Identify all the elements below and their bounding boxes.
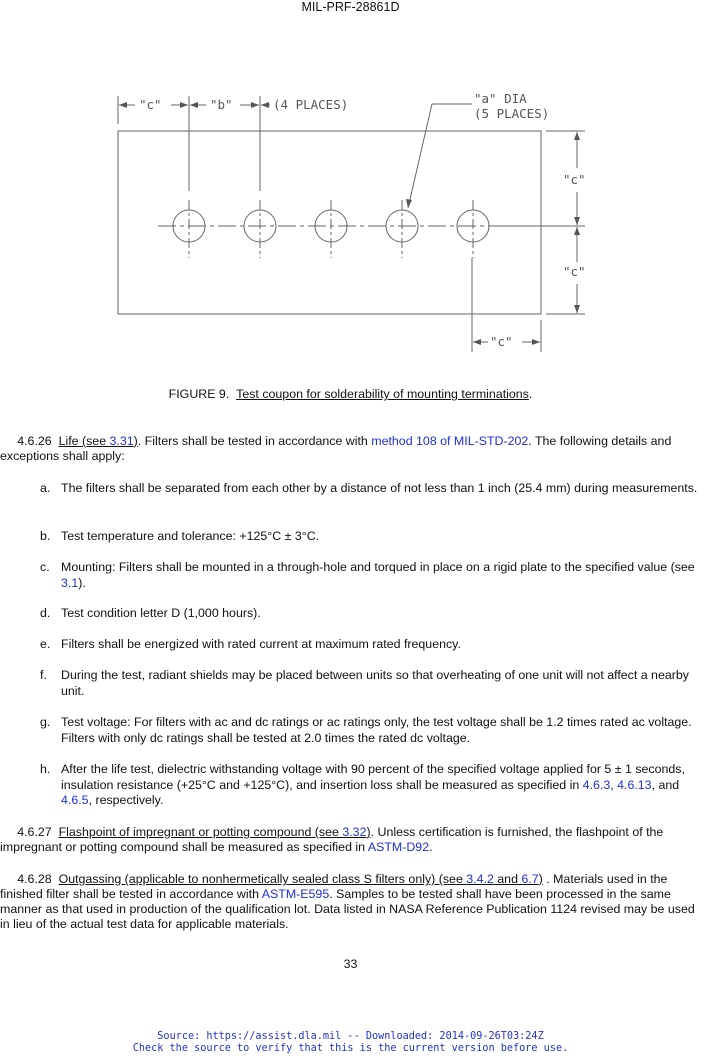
section-number: 4.6.26 [17, 434, 52, 448]
source-footer [0, 1031, 701, 1055]
caption-title: Test coupon for solderability of mounting terminations [236, 387, 529, 401]
section-title: Life (see 3.31) [58, 434, 138, 448]
dim-label-4-places: (4 PLACES) [273, 97, 349, 112]
list-item-h: h. After the life test, dielectric withstanding voltage with 90 percent of the specified voltage applied for 5 ± 1 seconds, insulation resistance (+25°C and +125°C), and insertion loss shall be measured as specified in 4.6.3, 4.6.13, and 4.6.5, respectively. [40, 762, 685, 807]
section-title: Flashpoint of impregnant or potting compound (see 3.32) [58, 825, 371, 839]
link-astm-e595[interactable]: ASTM-E595 [261, 887, 330, 901]
link-4-6-13[interactable]: 4.6.13 [617, 777, 652, 792]
list-item-b: b. Test temperature and tolerance: +125°C ± 3°C. [40, 529, 320, 543]
link-4-6-5[interactable]: 4.6.5 [61, 793, 89, 807]
list-item-g: g. Test voltage: For filters with ac and dc ratings or ac ratings only, the test voltage shall be 1.2 times rated ac voltage. Filters with only dc ratings shall be tested at 2.0 times the rated dc voltage. [40, 715, 692, 745]
dim-label-c-bottom: "c" [490, 334, 513, 349]
list-item-d: d. Test condition letter D (1,000 hours). [40, 606, 261, 620]
list-item-e: e. Filters shall be energized with rated current at maximum rated frequency. [40, 637, 461, 651]
dim-label-c-top: "c" [139, 97, 162, 112]
link-3-4-2[interactable]: 3.4.2 [466, 872, 494, 886]
footer-source-line: Source: https://assist.dla.mil -- Downloaded: 2014-09-26T03:24Z [157, 1031, 544, 1042]
figure-caption [0, 387, 701, 401]
caption-end: . [528, 387, 533, 401]
section-4-6-26: 4.6.26 Life (see 3.31). Filters shall be tested in accordance with method 108 of MIL-STD-202. The following details and exceptions shall apply: [0, 434, 672, 463]
section-title: Outgassing (applicable to nonhermetically sealed class S filters only) (see 3.4.2 and 6.7) [58, 872, 543, 886]
solderability-coupon-figure [0, 0, 701, 380]
document-id: MIL-PRF-28861D [301, 0, 400, 14]
link-4-6-3[interactable]: 4.6.3 [582, 777, 611, 792]
list-item-c: c. Mounting: Filters shall be mounted in a through-hole and torqued in place on a rigid plate to the specified value (see 3.1). [40, 560, 695, 590]
footer-verify-line: Check the source to verify that this is the current version before use. [132, 1043, 569, 1054]
dim-label-c-right-lower: "c" [563, 264, 586, 279]
link-3-1[interactable]: 3.1 [61, 575, 79, 590]
page-number: 33 [343, 957, 358, 971]
section-4-6-28: 4.6.28 Outgassing (applicable to nonhermetically sealed class S filters only) (see 3.4.2 and 6.7) . Materials used in the finished filter shall be tested in accordance with ASTM-E595. Samples to be tested shall have been processed in the same manner as that used in production of the qualification lot. Data listed in NASA Reference Publication 1124 revised may be used in lieu of the actual test data for applicable materials. [0, 872, 695, 931]
section-number: 4.6.28 [17, 872, 52, 886]
dim-label-5-places: (5 PLACES) [474, 106, 550, 121]
caption-prefix: FIGURE 9. [168, 387, 230, 401]
link-3-31[interactable]: 3.31 [109, 434, 134, 448]
section-number: 4.6.27 [17, 825, 52, 839]
mounting-holes [173, 200, 489, 258]
link-astm-d92[interactable]: ASTM-D92 [367, 840, 430, 854]
dim-label-b-top: "b" [210, 97, 233, 112]
link-3-32[interactable]: 3.32 [342, 825, 367, 839]
section-4-6-27: 4.6.27 Flashpoint of impregnant or potting compound (see 3.32). Unless certification is furnished, the flashpoint of the impregnant or potting compound shall be measured as specified in ASTM-D92. [0, 825, 664, 854]
coupon-outline [118, 131, 541, 314]
dim-label-c-right-upper: "c" [563, 172, 586, 187]
list-item-f: f. During the test, radiant shields may be placed between units so that overheating of one unit will not affect a nearby unit. [40, 668, 689, 698]
list-item-a: a. The filters shall be separated from each other by a distance of not less than 1 inch (25.4 mm) during measurements. [40, 481, 698, 495]
link-method-108-mil-std-202[interactable]: method 108 of MIL-STD-202 [371, 434, 529, 448]
link-6-7[interactable]: 6.7 [521, 872, 539, 886]
dim-label-a-dia: "a" DIA [474, 91, 527, 106]
